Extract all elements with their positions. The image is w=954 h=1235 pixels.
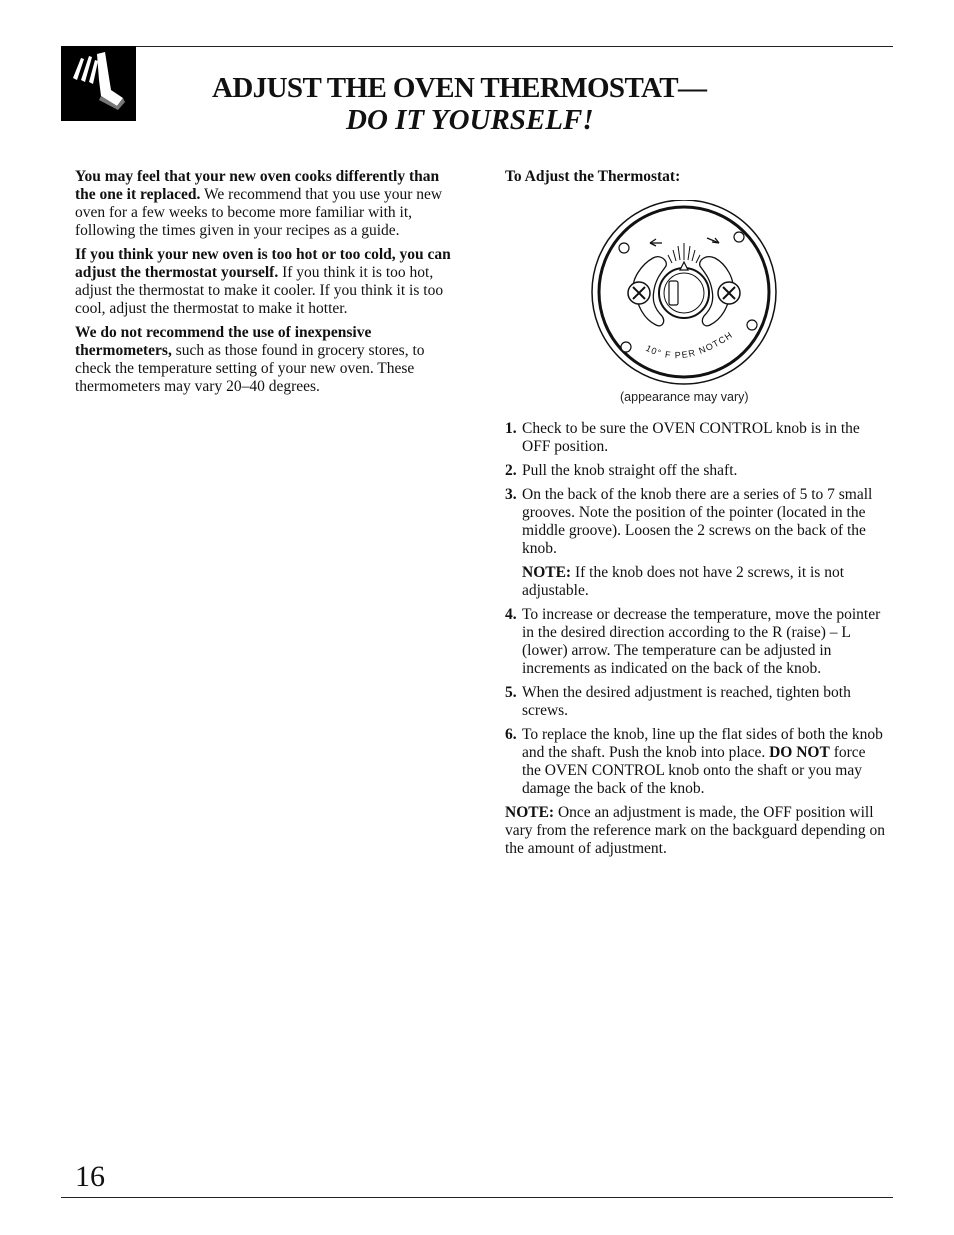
adjust-paragraph (75, 246, 453, 318)
thermometer-bold: We do not recommend the use of inexpensive thermometers, (75, 324, 372, 359)
svg-text:10° F PER NOTCH (644, 329, 735, 360)
diagram-caption: (appearance may vary) (620, 390, 749, 404)
final-note-label: NOTE: (505, 804, 555, 821)
bottom-rule (61, 1197, 893, 1198)
thermometer-text: such as those found in grocery stores, to check the temperature setting of your new oven. These thermometers may vary 20–40 degrees. (75, 342, 425, 395)
note-text: If the knob does not have 2 screws, it is not adjustable. (522, 564, 845, 599)
step-number: 6. (505, 726, 517, 743)
title-line-2: DO IT YOURSELF! (346, 104, 594, 136)
thermometer-paragraph (75, 324, 453, 396)
left-column (75, 168, 453, 402)
step-text: On the back of the knob there are a series of 5 to 7 small grooves. Note the position of the pointer (located in the middle groove). Loosen the 2 screws on the back of the knob. (522, 486, 873, 557)
step-text: Pull the knob straight off the shaft. (522, 462, 738, 479)
steps-list (505, 420, 885, 858)
dial-label: 10° F PER NOTCH (644, 329, 735, 361)
step-item (505, 606, 885, 678)
step-6-warning-text: force the OVEN CONTROL knob onto the shaft or you may damage the back of the knob. (522, 744, 866, 797)
step-item (505, 726, 885, 798)
step-item (505, 486, 885, 558)
intro-bold: You may feel that your new oven cooks differently than the one it replaced. (75, 168, 440, 203)
final-note (505, 804, 885, 858)
page-title (212, 72, 852, 136)
hand-pointer-logo-icon (61, 46, 136, 121)
right-column-heading (505, 168, 885, 192)
step-number: 2. (505, 462, 517, 479)
step-number: 4. (505, 606, 517, 623)
intro-paragraph (75, 168, 453, 240)
step-item (505, 462, 885, 480)
title-line-1: ADJUST THE OVEN THERMOSTAT— (212, 72, 707, 104)
step-item (505, 684, 885, 720)
intro-text: We recommend that you use your new oven for a few weeks to become more familiar with it, following the times given in your recipes as a guide. (75, 186, 443, 239)
top-rule (61, 46, 893, 47)
step-number: 3. (505, 486, 517, 503)
thermostat-knob-diagram (590, 200, 780, 390)
step-number: 5. (505, 684, 517, 701)
page-number: 16 (75, 1160, 105, 1193)
step-text: When the desired adjustment is reached, tighten both screws. (522, 684, 851, 719)
adjust-bold: If you think your new oven is too hot or too cold, you can adjust the thermostat yourself. (75, 246, 451, 281)
step-text: To replace the knob, line up the flat sides of both the knob and the shaft. Push the knob into place. (522, 726, 883, 761)
step-text: Check to be sure the OVEN CONTROL knob is in the OFF position. (522, 420, 860, 455)
section-heading: To Adjust the Thermostat: (505, 168, 681, 185)
do-not-warning: DO NOT (769, 744, 830, 761)
step-text: To increase or decrease the temperature, move the pointer in the desired direction according to the R (raise) – L (lower) arrow. The temperature can be adjusted in increments as indicated on the back of the knob. (522, 606, 881, 677)
final-note-text: Once an adjustment is made, the OFF position will vary from the reference mark on the backguard depending on the amount of adjustment. (505, 804, 886, 857)
adjust-text: If you think it is too hot, adjust the thermostat to make it cooler. If you think it is too cool, adjust the thermostat to make it hotter. (75, 264, 444, 317)
step-item (505, 420, 885, 456)
note-label: NOTE: (522, 564, 572, 581)
step-number: 1. (505, 420, 517, 437)
step-3-note (505, 564, 885, 600)
